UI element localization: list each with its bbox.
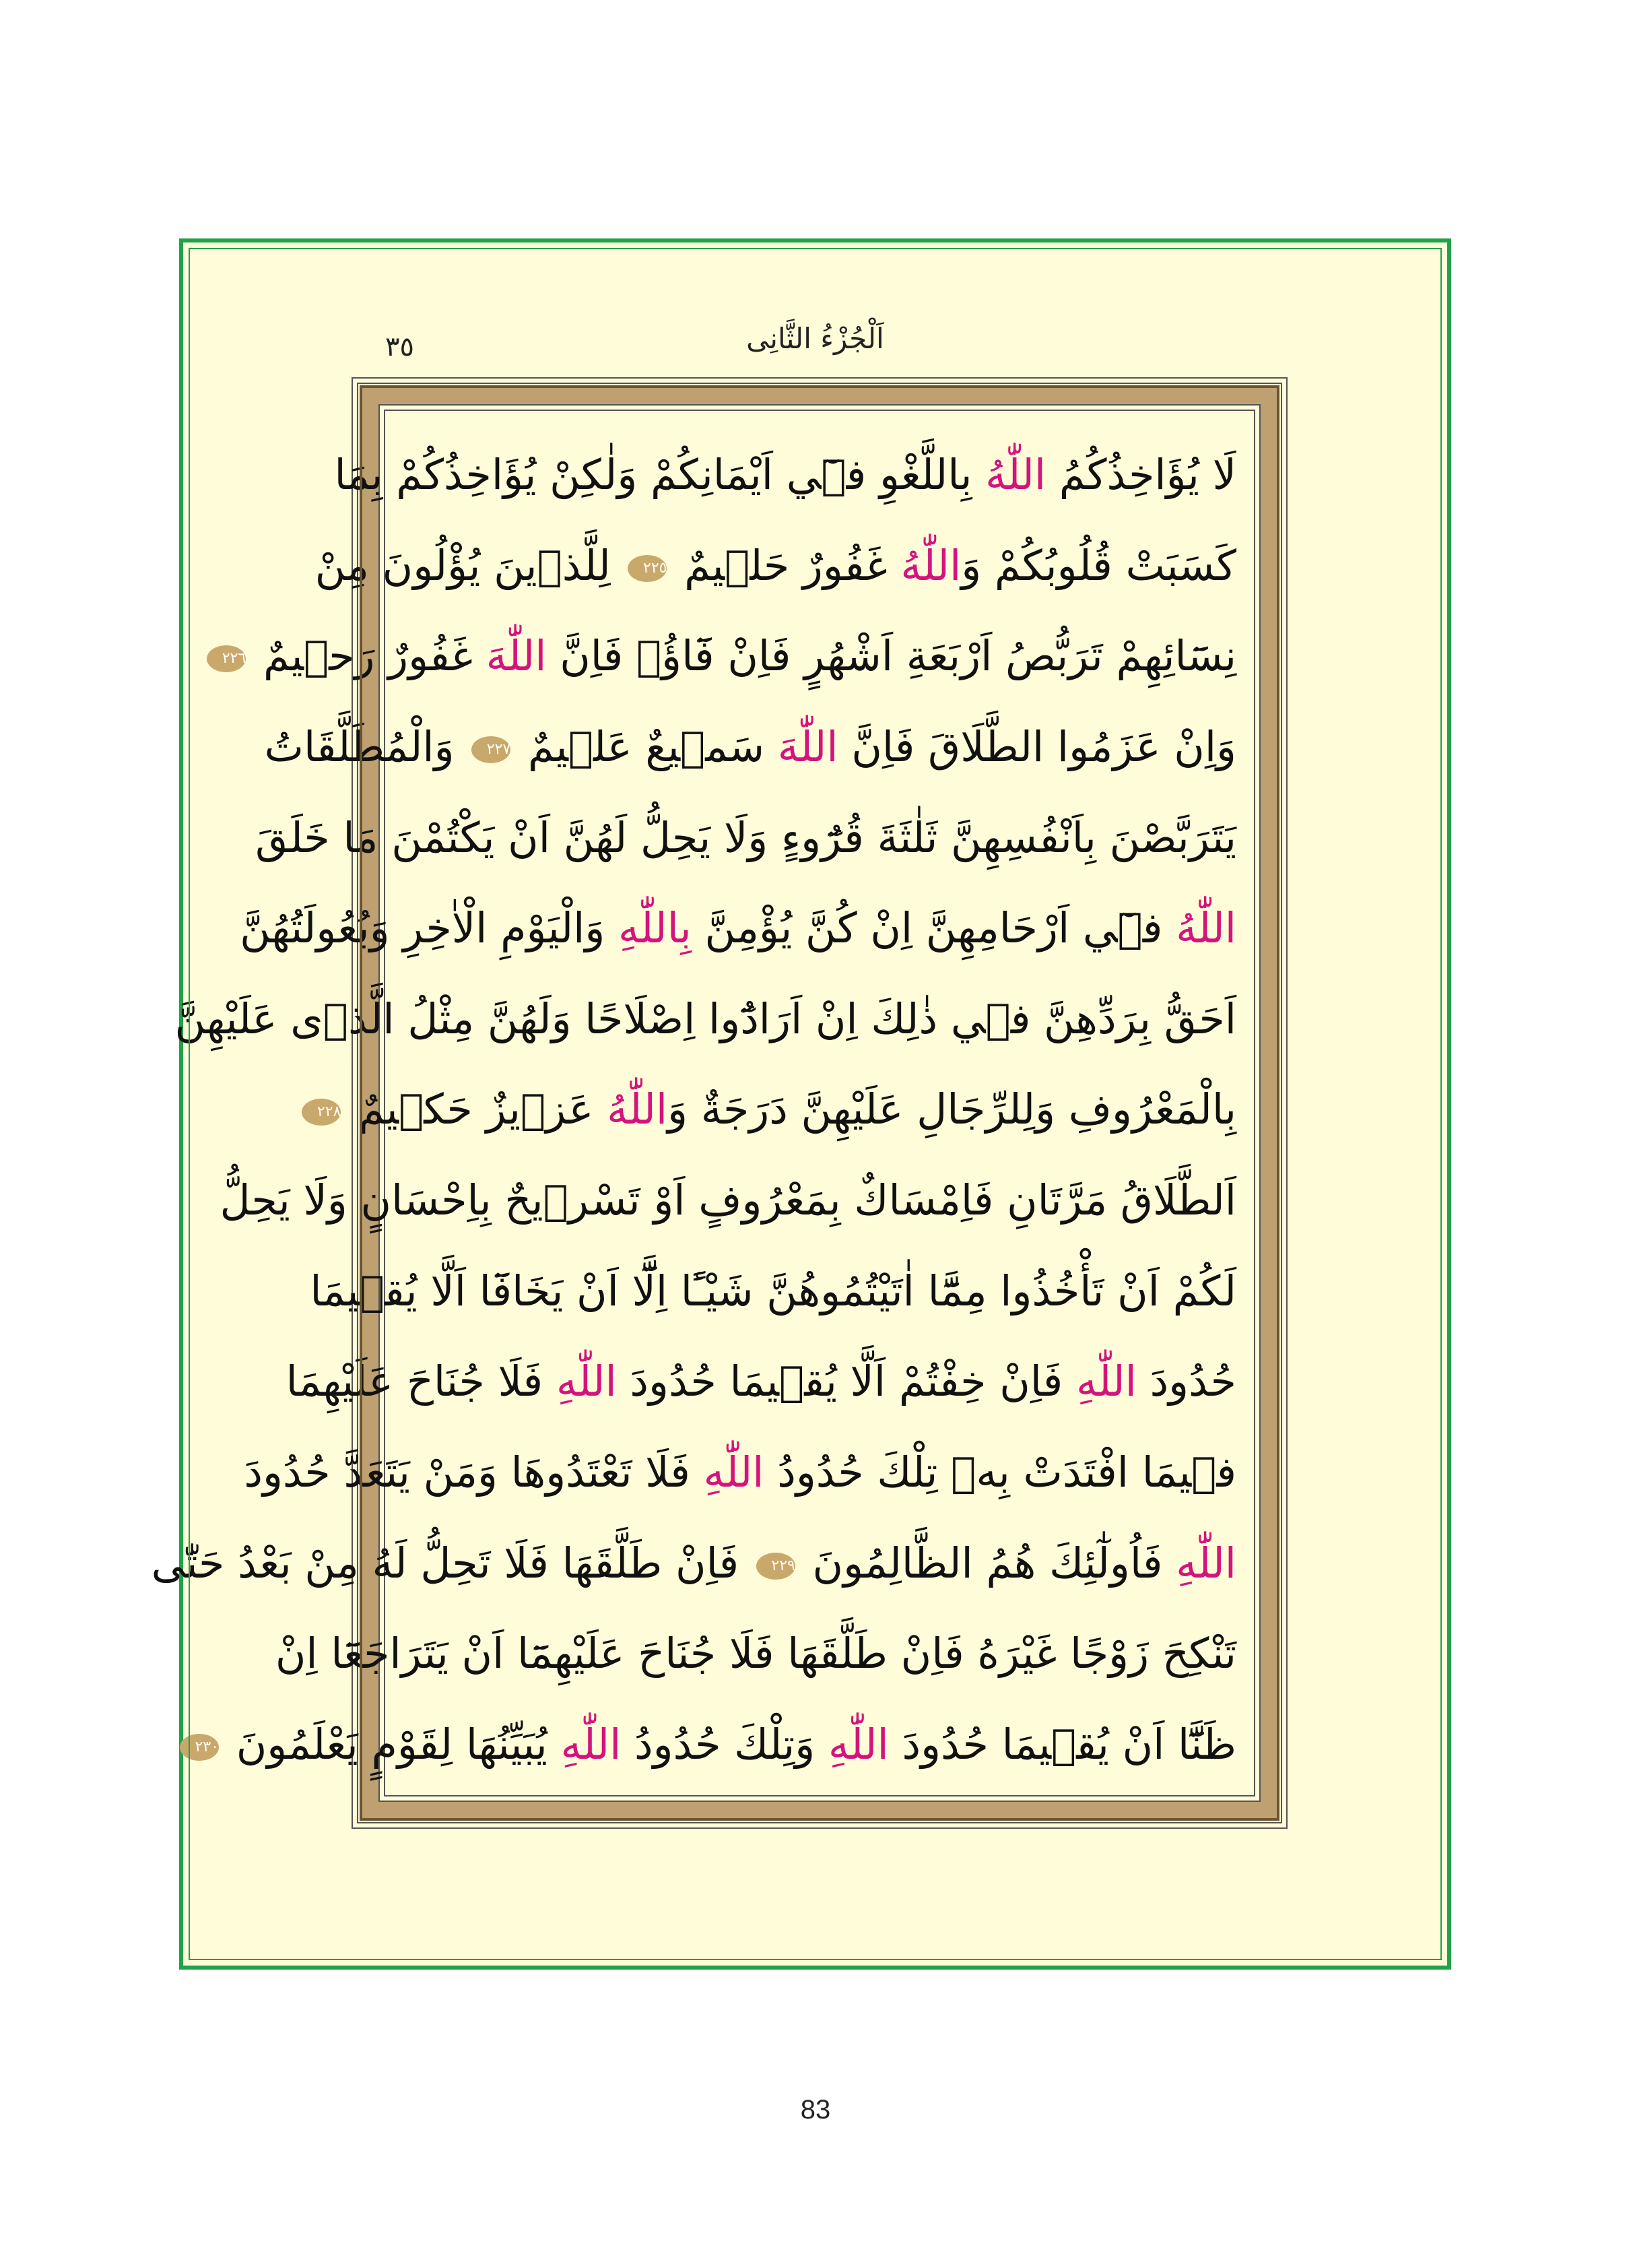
divine-name: اللّٰهَ — [486, 631, 547, 681]
divine-name: اللّٰهِ — [560, 1719, 622, 1769]
verse-text-segment: فٖيمَا افْتَدَتْ بِهٖ تِلْكَ حُدُودُ — [764, 1448, 1236, 1497]
divine-name: اللّٰهِ — [703, 1448, 764, 1497]
verse-line — [244, 1435, 1236, 1510]
arabic-page-number: ٣٥ — [385, 331, 414, 362]
verse-text-segment: يُبَيِّنُهَا لِقَوْمٍ يَعْلَمُونَ — [223, 1719, 561, 1769]
verse-text-segment: ظَنَّٓا اَنْ يُقٖيمَا حُدُودَ — [888, 1719, 1236, 1769]
verse-text-segment: اَلطَّلَاقُ مَرَّتَانِ فَاِمْسَاكٌ بِمَعْرُوفٍ اَوْ تَسْرٖيحٌ بِاِحْسَانٍ وَلَا يَحِلُّ — [220, 1175, 1236, 1225]
verse-text-segment: فَلَا تَعْتَدُوهَا وَمَنْ يَتَعَدَّ حُدُودَ — [244, 1448, 704, 1497]
page-number: 83 — [800, 2095, 831, 2125]
verse-text-segment: فَاُولٰٓئِكَ هُمُ الظَّالِمُونَ — [799, 1538, 1176, 1588]
ayah-number-marker: ٢٣٠ — [180, 1734, 219, 1761]
verse-line — [151, 1526, 1236, 1600]
ayah-number-marker: ٢٢٩ — [756, 1553, 795, 1580]
divine-name: اللّٰهَ — [777, 721, 838, 771]
divine-name: اللّٰهُ — [1176, 903, 1236, 953]
verse-text-segment: سَمٖيعٌ عَلٖيمٌ — [514, 721, 778, 771]
verse-text-segment: بِالْمَعْرُوفِ وَلِلرِّجَالِ عَلَيْهِنَّ دَرَجَةٌ وَ — [667, 1084, 1236, 1134]
verse-line — [220, 1163, 1236, 1237]
verse-line — [195, 1708, 1236, 1782]
divine-name: اللّٰهُ — [900, 540, 962, 590]
divine-name: اللّٰهِ — [1176, 1538, 1236, 1588]
divine-name: بِاللّٰهِ — [618, 903, 692, 953]
verse-text-segment: حُدُودَ — [1136, 1357, 1236, 1406]
verse-text-segment: فَاِنْ طَلَّقَهَا فَلَا تَحِلُّ لَهُ مِنْ بَعْدُ حَتّٰى — [151, 1538, 752, 1588]
verse-text-segment: غَفُورٌ حَلٖيمٌ — [671, 540, 901, 590]
ayah-number-marker: ٢٢٦ — [207, 645, 246, 672]
verse-line — [174, 982, 1236, 1056]
verse-line — [314, 529, 1236, 603]
verse-text — [151, 410, 1255, 1796]
verse-line — [275, 1617, 1236, 1691]
verse-line — [334, 438, 1236, 512]
gold-border — [151, 387, 1278, 1819]
text-box — [151, 377, 1288, 1829]
verse-text-segment: اَحَقُّ بِرَدِّهِنَّ فٖي ذٰلِكَ اِنْ اَرَادُٓوا اِصْلَاحًا وَلَهُنَّ مِثْلُ الَّذٖى عَلَيْهِنَّ — [174, 994, 1236, 1043]
ayah-number-marker: ٢٢٥ — [628, 555, 667, 582]
verse-line — [240, 891, 1236, 965]
divine-name: اللّٰهِ — [556, 1357, 617, 1406]
divine-name: اللّٰهِ — [1075, 1357, 1137, 1406]
verse-text-segment: عَزٖيزٌ حَكٖيمٌ — [345, 1084, 607, 1134]
verse-text-segment: غَفُورٌ رَحٖيمٌ — [250, 631, 486, 681]
verse-text-segment: وَالْمُطَلَّقَاتُ — [264, 721, 468, 771]
divine-name: اللّٰهُ — [607, 1084, 668, 1134]
page-frame — [151, 238, 1451, 1970]
verse-text-segment: وَالْيَوْمِ الْاٰخِرِ وَبُعُولَتُهُنَّ — [240, 903, 618, 953]
verse-text-segment: تَنْكِحَ زَوْجًا غَيْرَهُ فَاِنْ طَلَّقَهَا فَلَا جُنَاحَ عَلَيْهِمَٓا اَنْ يَتَرَاجَعَٓا اِنْ — [275, 1629, 1236, 1679]
verse-text-segment: كَسَبَتْ قُلُوبُكُمْ وَ — [961, 540, 1236, 590]
ayah-number-marker: ٢٢٨ — [302, 1099, 341, 1126]
verse-text-segment: لَكُمْ اَنْ تَأْخُذُوا مِمَّٓا اٰتَيْتُمُوهُنَّ شَيْـًٔا اِلَّٓا اَنْ يَخَافَٓا اَلَّا يُقٖيمَا — [310, 1266, 1236, 1316]
verse-text-segment: وَتِلْكَ حُدُودُ — [621, 1719, 828, 1769]
verse-line — [255, 801, 1236, 875]
verse-line — [222, 619, 1236, 693]
verse-line — [317, 1072, 1236, 1146]
verse-text-segment: وَاِنْ عَزَمُوا الطَّلَاقَ فَاِنَّ — [838, 721, 1236, 771]
divine-name: اللّٰهُ — [985, 450, 1046, 499]
verse-line — [286, 1344, 1236, 1419]
juz-title: اَلْجُزْءُ الثَّانِى — [746, 322, 884, 355]
ayah-number-marker: ٢٢٧ — [471, 736, 510, 763]
verse-text-segment: لَا يُؤَاخِذُكُمُ — [1046, 450, 1236, 499]
verse-text-segment: فَلَا جُنَاحَ عَلَيْهِمَا — [286, 1357, 556, 1406]
divine-name: اللّٰهِ — [828, 1719, 889, 1769]
verse-line — [310, 1254, 1236, 1328]
verse-text-segment: نِسَٓائِهِمْ تَرَبُّصُ اَرْبَعَةِ اَشْهُرٍ فَاِنْ فَٓاؤُ۫ فَاِنَّ — [546, 631, 1236, 681]
verse-text-segment: لِلَّذٖينَ يُؤْلُونَ مِنْ — [314, 540, 624, 590]
verse-text-segment: بِاللَّغْوِ فٖٓي اَيْمَانِكُمْ وَلٰكِنْ يُؤَاخِذُكُمْ بِمَا — [334, 450, 986, 499]
verse-text-segment: فٖٓي اَرْحَامِهِنَّ اِنْ كُنَّ يُؤْمِنَّ — [691, 903, 1176, 953]
verse-text-segment: يَتَرَبَّصْنَ بِاَنْفُسِهِنَّ ثَلٰثَةَ قُرُٓوءٍ وَلَا يَحِلُّ لَهُنَّ اَنْ يَكْتُمْنَ مَا خَلَقَ — [255, 812, 1236, 862]
verse-text-segment: فَاِنْ خِفْتُمْ اَلَّا يُقٖيمَا حُدُودَ — [616, 1357, 1076, 1406]
verse-line — [264, 710, 1236, 784]
